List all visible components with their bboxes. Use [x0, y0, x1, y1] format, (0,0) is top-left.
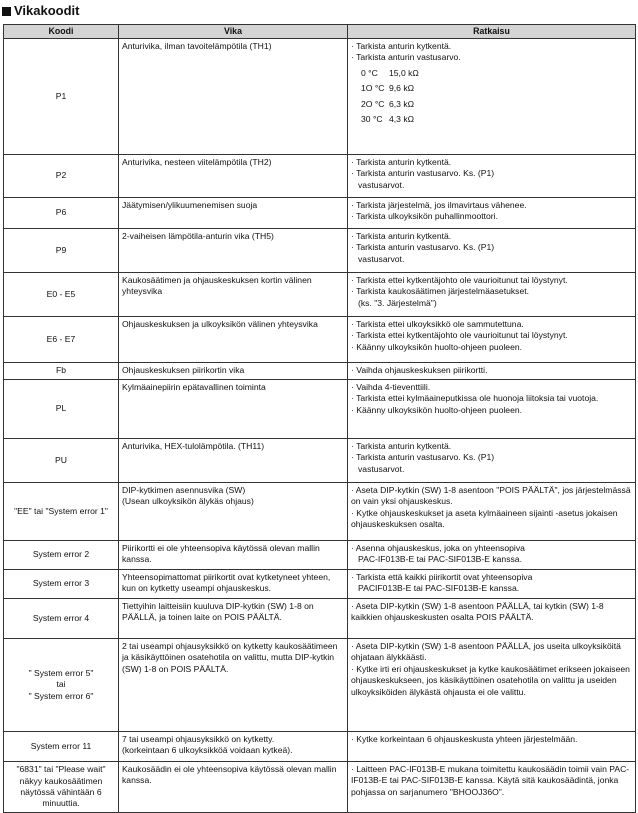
table-row — [4, 155, 636, 198]
heading-text: Vikakoodit — [14, 3, 80, 18]
error-code: PL — [4, 380, 119, 439]
solution-cell — [348, 483, 636, 541]
solution-continuation: vastusarvot. — [358, 463, 405, 474]
solution-cell — [348, 273, 636, 317]
error-code: " System error 5" tai " System error 6" — [4, 639, 119, 732]
error-code-table — [3, 24, 636, 813]
fault-description: Tiettyihin laitteisiin kuuluva DIP-kytkin (SW) 1-8 on PÄÄLLÄ, ja toinen laite on POIS PÄÄLTÄ. — [119, 599, 348, 639]
solution-step: · Tarkista ettei ulkoyksikkö ole sammutettuna. — [351, 319, 632, 330]
table-row — [4, 732, 636, 762]
table-row — [4, 599, 636, 639]
solution-step: · Kytke korkeintaan 6 ohjauskeskusta yhteen järjestelmään. — [351, 734, 632, 745]
solution-step: · Tarkista anturin kytkentä. — [351, 231, 632, 242]
fault-description: Kaukosäädin ei ole yhteensopiva käytössä olevan mallin kanssa. — [119, 762, 348, 813]
solution-step: · Käänny ulkoyksikön huolto-ohjeen puoleen. — [351, 405, 632, 416]
solution-continuation: vastusarvot. — [358, 253, 405, 264]
fault-description: Yhteensopimattomat piirikortit ovat kytketyneet yhteen, kun on kytketty useampi ohjauskeskus. — [119, 570, 348, 599]
solution-cell — [348, 155, 636, 198]
fault-description: Anturivika, nesteen viitelämpötila (TH2) — [119, 155, 348, 198]
fault-description: Jäätymisen/ylikuumenemisen suoja — [119, 198, 348, 229]
solution-cell — [348, 762, 636, 813]
table-row — [4, 439, 636, 483]
solution-cell — [348, 439, 636, 483]
fault-description: Ohjauskeskuksen ja ulkoyksikön välinen yhteysvika — [119, 317, 348, 363]
table-row — [4, 39, 636, 155]
section-heading — [2, 2, 80, 20]
solution-step: · Laitteen PAC-IF013B-E mukana toimitettu kaukosäädin toimii vain PAC-IF013B-E tai PAC-SIF013B-E kanssa. Käytä sitä kaukosäädintä, jonka pohjassa on sarjanumero "BHOOJ36O". — [351, 764, 632, 798]
error-code: System error 3 — [4, 570, 119, 599]
error-code: E0 - E5 — [4, 273, 119, 317]
fault-description: Kaukosäätimen ja ohjauskeskuksen kortin välinen yhteysvika — [119, 273, 348, 317]
error-code: System error 2 — [4, 541, 119, 570]
solution-step: · Kytke irti eri ohjauskeskukset ja kytke kaukosäätimet erikseen jokaiseen ohjauskeskukseen, jos käsikäyttöinen osatehotila on valittu ja useiden ulkoyksiköiden älykästä ohjausta ei ole valittu. — [351, 664, 632, 698]
table-row — [4, 541, 636, 570]
fault-description: DIP-kytkimen asennusvika (SW) (Usean ulkoyksikön älykäs ohjaus) — [119, 483, 348, 541]
table-row — [4, 317, 636, 363]
solution-cell — [348, 599, 636, 639]
table-row — [4, 639, 636, 732]
table-row — [4, 273, 636, 317]
solution-step: · Asenna ohjauskeskus, joka on yhteensopiva — [351, 543, 632, 554]
error-code: System error 4 — [4, 599, 119, 639]
solution-continuation: (ks. "3. Järjestelmä") — [358, 297, 437, 308]
fault-description: Kylmäainepiirin epätavallinen toiminta — [119, 380, 348, 439]
error-code: Fb — [4, 363, 119, 380]
solution-cell — [348, 229, 636, 273]
fault-description: 2 tai useampi ohjausyksikkö on kytketty kaukosäätimeen ja käsikäyttöinen osatehotila on valittu, mutta DIP-kytkin (SW) 1-8 on POIS PÄÄLTÄ. — [119, 639, 348, 732]
fault-description: 7 tai useampi ohjausyksikkö on kytketty. (korkeintaan 6 ulkoyksikköä voidaan kytkeä). — [119, 732, 348, 762]
error-code: System error 11 — [4, 732, 119, 762]
table-row — [4, 483, 636, 541]
solution-continuation: vastusarvot. — [358, 179, 405, 190]
error-code: P2 — [4, 155, 119, 198]
solution-cell — [348, 380, 636, 439]
solution-step: · Vaihda 4-tieventtiili. — [351, 382, 632, 393]
error-code: "6831" tai "Please wait" näkyy kaukosäätimen näytössä vähintään 6 minuuttia. — [4, 762, 119, 813]
error-code: P1 — [4, 39, 119, 155]
table-header-row — [4, 25, 636, 39]
solution-step: · Aseta DIP-kytkin (SW) 1-8 asentoon PÄÄLLÄ, jos useita ulkoyksiköitä ohjataan älykkäästi. — [351, 641, 632, 664]
fault-description: 2-vaiheisen lämpötila-anturin vika (TH5) — [119, 229, 348, 273]
solution-cell — [348, 732, 636, 762]
solution-step: · Tarkista anturin kytkentä. — [351, 157, 632, 168]
solution-step: · Vaihda ohjauskeskuksen piirikortti. — [351, 365, 632, 376]
resistance-values: 0 °C 15,0 kΩ 1O °C 9,6 kΩ 2O °C 6,3 kΩ 30 °C 4,3 kΩ — [361, 67, 419, 125]
solution-cell — [348, 570, 636, 599]
error-code: P6 — [4, 198, 119, 229]
solution-cell — [348, 39, 636, 155]
solution-step: · Tarkista ulkoyksikön puhallinmoottori. — [351, 211, 632, 222]
fault-description: Anturivika, HEX-tulolämpötila. (TH11) — [119, 439, 348, 483]
solution-step: · Tarkista anturin vastusarvo. Ks. (P1) — [351, 242, 632, 253]
column-header-fix: Ratkaisu — [348, 25, 636, 39]
solution-step: · Tarkista anturin vastusarvo. — [351, 52, 632, 63]
solution-step: · Käänny ulkoyksikön huolto-ohjeen puoleen. — [351, 342, 632, 353]
solution-step: · Tarkista anturin vastusarvo. Ks. (P1) — [351, 168, 632, 179]
solution-cell — [348, 363, 636, 380]
heading-square-icon — [2, 7, 11, 16]
error-code: E6 - E7 — [4, 317, 119, 363]
solution-step: · Aseta DIP-kytkin (SW) 1-8 asentoon "POIS PÄÄLTÄ", jos järjestelmässä on vain yksi ohjauskeskus. — [351, 485, 632, 508]
solution-continuation: PAC-IF013B-E tai PAC-SIF013B-E kanssa. — [358, 554, 522, 565]
solution-cell — [348, 541, 636, 570]
solution-continuation: PACIF013B-E tai PAC-SIF013B-E kanssa. — [358, 583, 520, 594]
solution-step: · Tarkista anturin vastusarvo. Ks. (P1) — [351, 452, 632, 463]
table-row — [4, 380, 636, 439]
error-code: "EE" tai "System error 1" — [4, 483, 119, 541]
solution-cell — [348, 317, 636, 363]
solution-step: · Tarkista anturin kytkentä. — [351, 441, 632, 452]
table-row — [4, 229, 636, 273]
fault-description: Anturivika, ilman tavoitelämpötila (TH1) — [119, 39, 348, 155]
table-row — [4, 363, 636, 380]
solution-step: · Tarkista järjestelmä, jos ilmavirtaus vähenee. — [351, 200, 632, 211]
column-header-code: Koodi — [4, 25, 119, 39]
column-header-fault: Vika — [119, 25, 348, 39]
solution-step: · Kytke ohjauskeskukset ja aseta kylmäaineen sijainti -asetus jokaisen ohjauskeskuksen osalta. — [351, 508, 632, 531]
solution-step: · Tarkista kaukosäätimen järjestelmäasetukset. — [351, 286, 632, 297]
error-code: PU — [4, 439, 119, 483]
solution-step: · Aseta DIP-kytkin (SW) 1-8 asentoon PÄÄLLÄ, tai kytkin (SW) 1-8 kaikkien ohjauskeskusten osalta POIS PÄÄLTÄ. — [351, 601, 632, 624]
solution-step: · Tarkista anturin kytkentä. — [351, 41, 632, 52]
solution-step: · Tarkista ettei kytkentäjohto ole vaurioitunut tai löystynyt. — [351, 275, 632, 286]
solution-cell — [348, 639, 636, 732]
solution-step: · Tarkista että kaikki piirikortit ovat yhteensopiva — [351, 572, 632, 583]
solution-step: · Tarkista ettei kytkentäjohto ole vaurioitunut tai löystynyt. — [351, 330, 632, 341]
fault-description: Piirikortti ei ole yhteensopiva käytössä olevan mallin kanssa. — [119, 541, 348, 570]
solution-cell — [348, 198, 636, 229]
table-row — [4, 198, 636, 229]
table-row — [4, 570, 636, 599]
fault-description: Ohjauskeskuksen piirikortin vika — [119, 363, 348, 380]
solution-step: · Tarkista ettei kylmäaineputkissa ole huonoja liitoksia tai vuotoja. — [351, 393, 632, 404]
table-row — [4, 762, 636, 813]
error-code: P9 — [4, 229, 119, 273]
